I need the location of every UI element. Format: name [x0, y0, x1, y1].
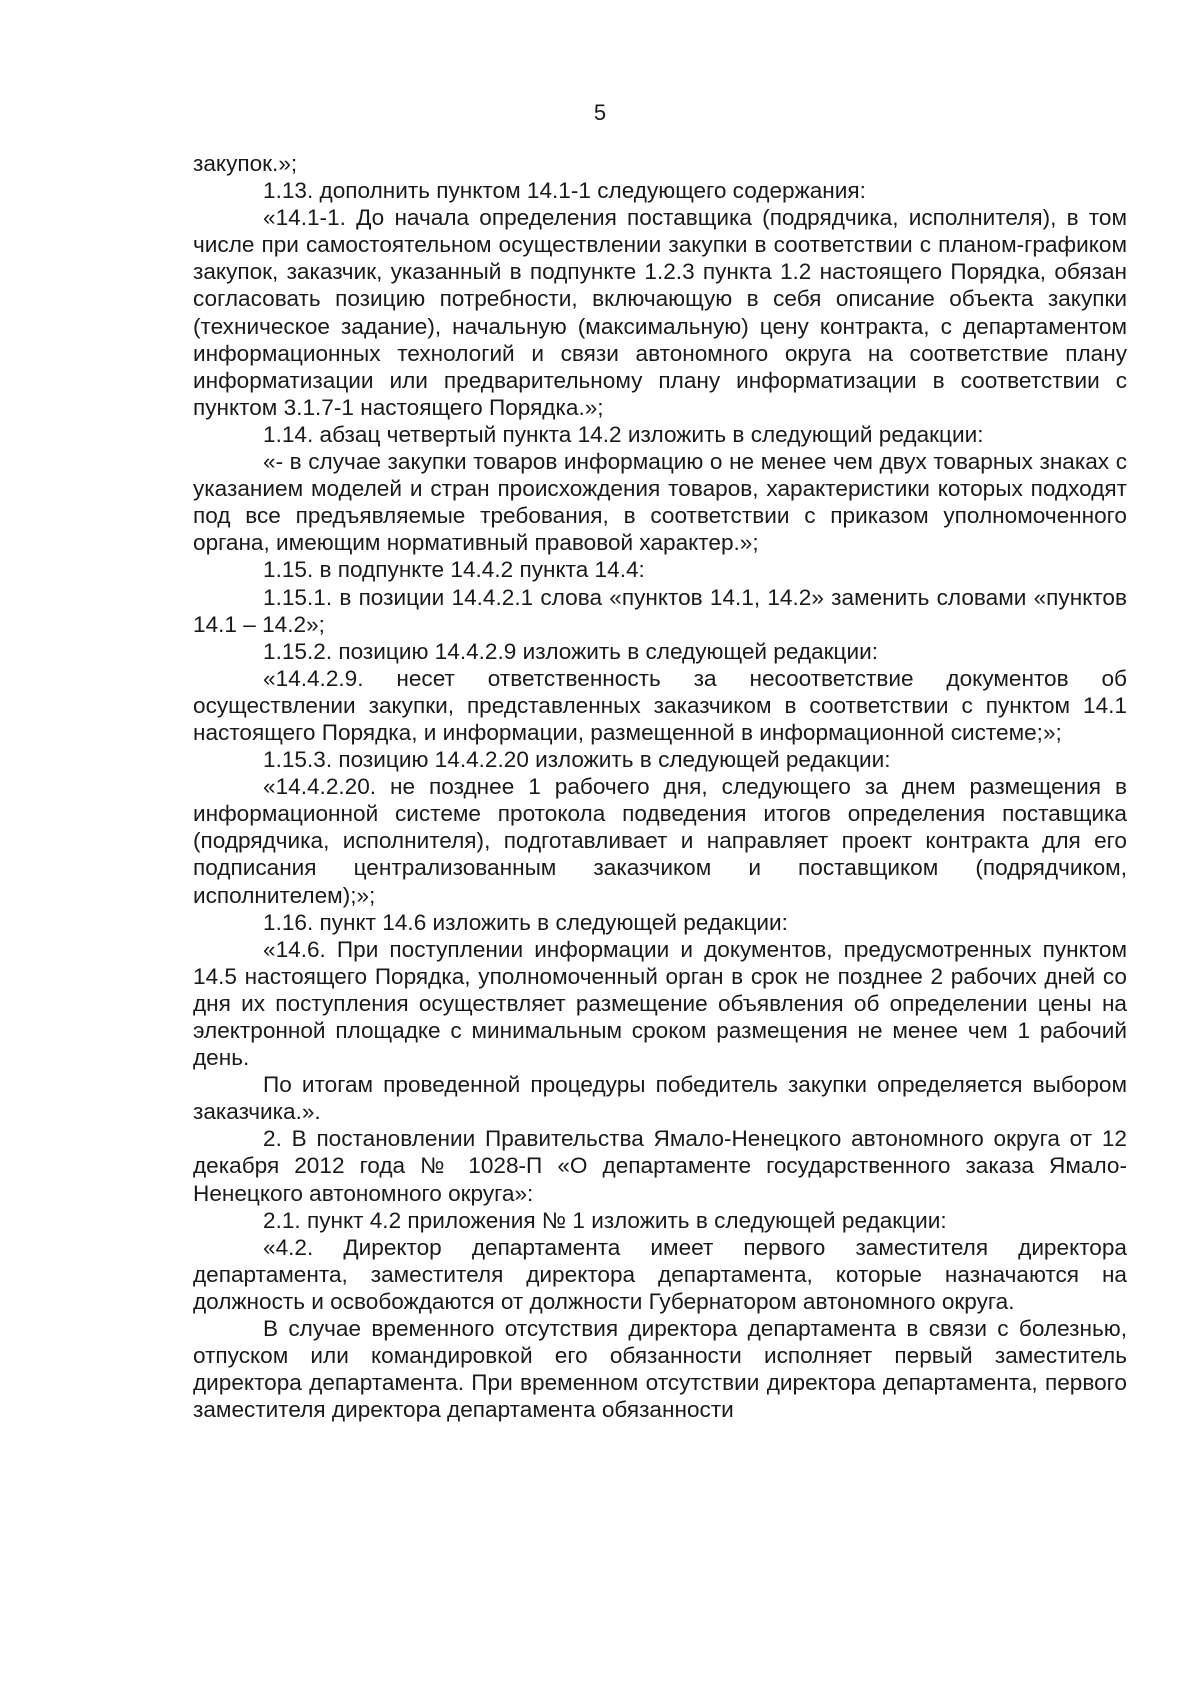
paragraph: 2.1. пункт 4.2 приложения № 1 изложить в следующей редакции:	[263, 1207, 947, 1233]
paragraph: В случае временного отсутствия директора департамента в связи с болезнью, отпуском или командировкой его обязанности исполняет первый заместитель директора департамента. При временном отсутствии директора департамента, первого заместителя директора департамента обязанности	[193, 1316, 1127, 1423]
page-number: 5	[593, 100, 607, 125]
paragraph: «4.2. Директор департамента имеет первого заместителя директора департамента, заместителя директора департамента, которые назначаются на должность и освобождаются от должности Губернатором автономного округа.	[193, 1234, 1127, 1314]
paragraph: 1.15. в подпункте 14.4.2 пункта 14.4:	[263, 557, 645, 583]
paragraph: «14.1-1. До начала определения поставщика (подрядчика, исполнителя), в том числе при самостоятельном осуществлении закупки в соответствии с планом-графиком закупок, заказчик, указанный в подпункте 1.2.3 пункта 1.2 настоящего Порядка, обязан согласовать позицию потребности, включающую в себя описание объекта закупки (техническое задание), начальную (максимальную) цену контракта, с департаментом информационных технологий и связи автономного округа на соответствие плану информатизации или предварительному плану информатизации в соответствии с пунктом 3.1.7-1 настоящего Порядка.»;	[193, 205, 1127, 420]
paragraph: По итогам проведенной процедуры победитель закупки определяется выбором заказчика.».	[193, 1072, 1127, 1125]
paragraph: 1.14. абзац четвертый пункта 14.2 изложить в следующий редакции:	[263, 421, 984, 447]
paragraph: «14.4.2.20. не позднее 1 рабочего дня, следующего за днем размещения в информационной системе протокола подведения итогов определения поставщика (подрядчика, исполнителя), подготавливает и направляет проект контракта для его подписания централизованным заказчиком и поставщиком (подрядчиком, исполнителем);»;	[193, 774, 1127, 908]
paragraph: «- в случае закупки товаров информацию о не менее чем двух товарных знаках с указанием моделей и стран происхождения товаров, характеристики которых подходят под все предъявляемые требования, в соответствии с приказом уполномоченного органа, имеющим нормативный правовой характер.»;	[193, 449, 1127, 556]
paragraph: «14.6. При поступлении информации и документов, предусмотренных пунктом 14.5 настоящего Порядка, уполномоченный орган в срок не позднее 2 рабочих дней со дня их поступления осуществляет размещение объявления об определении цены на электронной площадке с минимальным сроком размещения не менее чем 1 рабочий день.	[193, 936, 1127, 1071]
paragraph: «14.4.2.9. несет ответственность за несоответствие документов об осуществлении закупки, представленных заказчиком в соответствии с пунктом 14.1 настоящего Порядка, и информации, размещенной в информационной системе;»;	[193, 665, 1127, 745]
paragraph: 1.15.2. позицию 14.4.2.9 изложить в следующей редакции:	[263, 638, 879, 664]
paragraph: 1.15.1. в позиции 14.4.2.1 слова «пунктов 14.1, 14.2» заменить словами «пунктов 14.1 – 14.2»;	[193, 584, 1127, 637]
paragraph: 2. В постановлении Правительства Ямало-Ненецкого автономного округа от 12 декабря 2012 года № 1028-П «О департаменте государственного заказа Ямало-Ненецкого автономного округа»:	[193, 1126, 1127, 1206]
paragraph: закупок.»;	[193, 151, 298, 176]
paragraph: 1.13. дополнить пунктом 14.1-1 следующего содержания:	[263, 178, 866, 204]
document-body	[193, 150, 1127, 1423]
paragraph: 1.16. пункт 14.6 изложить в следующей редакции:	[263, 909, 788, 935]
paragraph: 1.15.3. позицию 14.4.2.20 изложить в следующей редакции:	[263, 747, 891, 773]
